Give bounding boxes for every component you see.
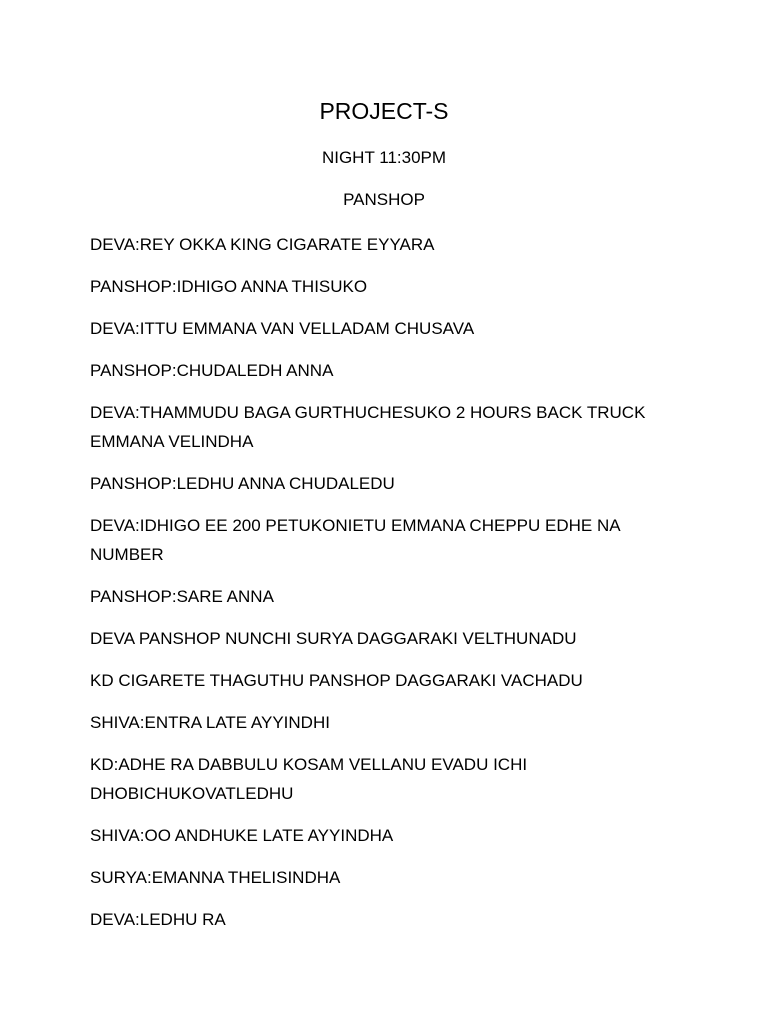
dialogue-line: DEVA:IDHIGO EE 200 PETUKONIETU EMMANA CHEPPU EDHE NA NUMBER [90,516,620,564]
dialogue-line: PANSHOP:SARE ANNA [90,587,274,606]
scene-location: PANSHOP [343,190,425,209]
page-title: PROJECT-S [319,98,449,124]
dialogue-line: DEVA:THAMMUDU BAGA GURTHUCHESUKO 2 HOURS BACK TRUCK EMMANA VELINDHA [90,403,646,451]
scene-time: NIGHT 11:30PM [321,148,447,167]
dialogue-line: SHIVA:ENTRA LATE AYYINDHI [90,713,330,732]
dialogue-line: DEVA:ITTU EMMANA VAN VELLADAM CHUSAVA [90,319,475,338]
dialogue-line: SURYA:EMANNA THELISINDHA [90,868,341,887]
dialogue-line: PANSHOP:CHUDALEDH ANNA [90,361,334,380]
dialogue-line: KD:ADHE RA DABBULU KOSAM VELLANU EVADU ICHI DHOBICHUKOVATLEDHU [90,755,528,803]
dialogue-line: DEVA PANSHOP NUNCHI SURYA DAGGARAKI VELTHUNADU [90,629,577,648]
script-body [90,230,680,947]
dialogue-line: SHIVA:OO ANDHUKE LATE AYYINDHA [90,826,394,845]
dialogue-line: PANSHOP:LEDHU ANNA CHUDALEDU [90,474,395,493]
dialogue-line: KD CIGARETE THAGUTHU PANSHOP DAGGARAKI VACHADU [90,671,583,690]
dialogue-line: DEVA:REY OKKA KING CIGARATE EYYARA [90,235,435,254]
dialogue-line: PANSHOP:IDHIGO ANNA THISUKO [90,277,368,296]
dialogue-line: DEVA:LEDHU RA [90,910,226,929]
